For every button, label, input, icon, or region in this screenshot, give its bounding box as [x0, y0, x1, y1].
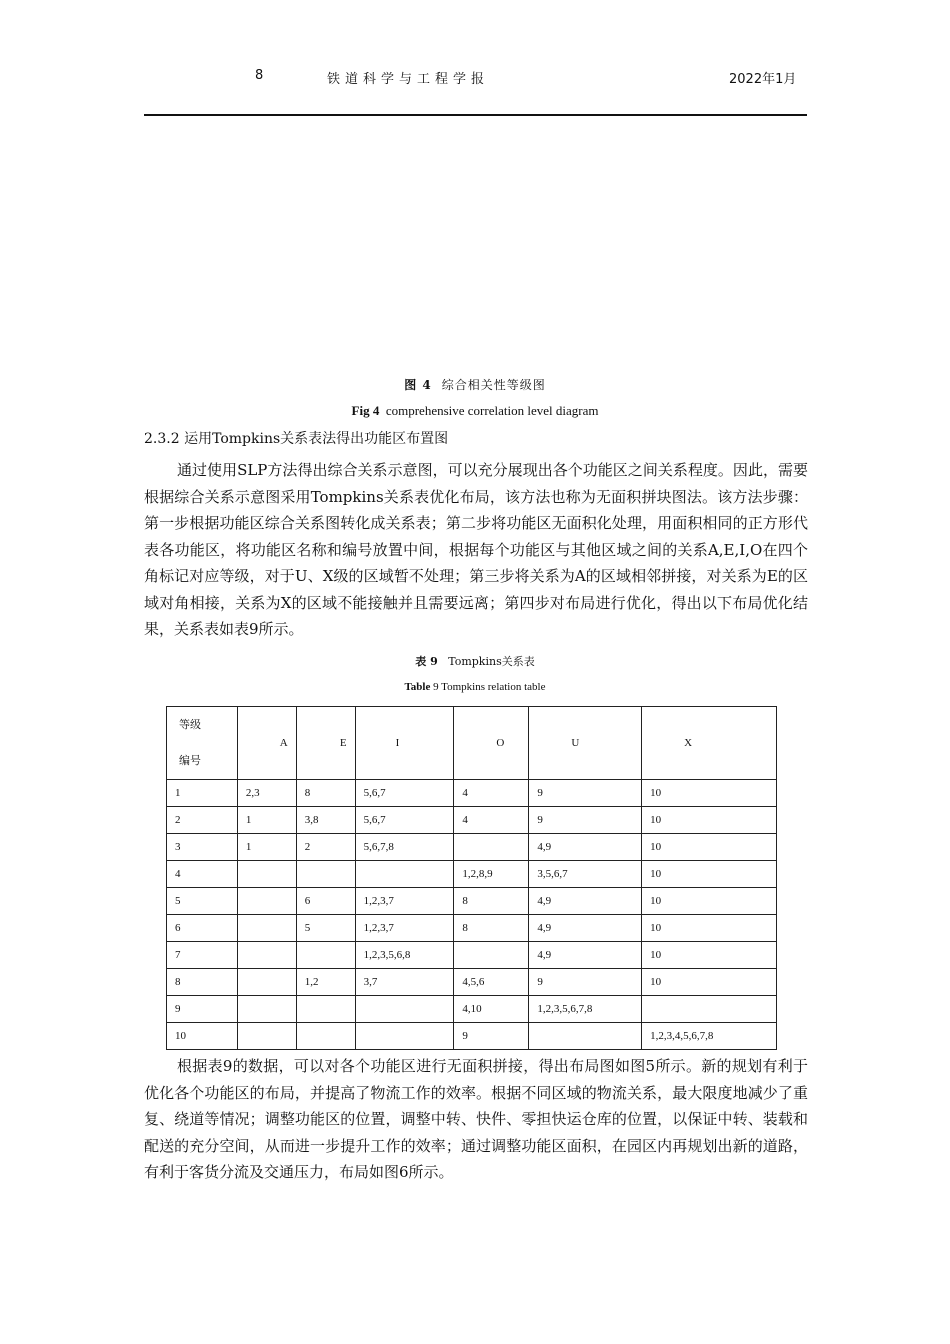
- relation-cell-I: 5,6,7: [355, 780, 454, 807]
- relation-cell-I: 1,2,3,5,6,8: [355, 942, 454, 969]
- relation-cell-I: [355, 996, 454, 1023]
- relation-cell-E: 6: [296, 888, 355, 915]
- relation-cell-U: 4,9: [529, 834, 642, 861]
- relation-cell-U: 1,2,3,5,6,7,8: [529, 996, 642, 1023]
- row-id-cell: 5: [167, 888, 238, 915]
- relation-cell-E: [296, 996, 355, 1023]
- relation-cell-U: 3,5,6,7: [529, 861, 642, 888]
- table-corner-cell: [167, 707, 238, 780]
- relation-cell-E: 3,8: [296, 807, 355, 834]
- row-id-cell: 9: [167, 996, 238, 1023]
- relation-cell-X: 10: [642, 915, 777, 942]
- relation-cell-A: [237, 888, 296, 915]
- relation-cell-E: 2: [296, 834, 355, 861]
- relation-cell-E: [296, 861, 355, 888]
- relation-cell-O: [454, 942, 529, 969]
- relation-cell-O: 4: [454, 807, 529, 834]
- table-row: [167, 996, 777, 1023]
- figure-label-en: Fig 4: [351, 403, 380, 418]
- body-paragraph-2: 根据表9的数据，可以对各个功能区进行无面积拼接，得出布局图如图5所示。新的规划有利于优化各个功能区的布局，并提高了物流工作的效率。根据不同区域的物流关系，最大限度地减少了重复、绕道等情况；调整功能区的位置，调整中转、快件、零担快运仓库的位置，以保证中转、装载和配送的充分空间，从而进一步提升工作的效率；通过调整功能区面积，在园区内再规划出新的道路，有利于客货分流及交通压力，布局如图6所示。: [144, 1057, 808, 1181]
- table-caption-cn: [0, 653, 950, 669]
- table-row: [167, 969, 777, 996]
- relation-cell-X: 10: [642, 807, 777, 834]
- table-row: [167, 780, 777, 807]
- relation-cell-O: 1,2,8,9: [454, 861, 529, 888]
- relation-cell-U: 9: [529, 969, 642, 996]
- row-id-cell: 1: [167, 780, 238, 807]
- tompkins-relation-table: [166, 706, 777, 1050]
- relation-cell-A: [237, 942, 296, 969]
- relation-cell-A: [237, 1023, 296, 1050]
- relation-cell-A: 1: [237, 834, 296, 861]
- relation-cell-E: [296, 1023, 355, 1050]
- relation-cell-O: [454, 834, 529, 861]
- column-header-E: E: [296, 707, 355, 780]
- row-id-cell: 8: [167, 969, 238, 996]
- table-label-en: Table: [404, 681, 431, 693]
- page-number: 8: [255, 68, 264, 83]
- table-row: [167, 888, 777, 915]
- column-header-I: I: [355, 707, 454, 780]
- relation-cell-A: [237, 861, 296, 888]
- table-header-row: [167, 707, 777, 780]
- relation-cell-A: [237, 969, 296, 996]
- relation-cell-U: 4,9: [529, 942, 642, 969]
- relation-cell-X: 1,2,3,4,5,6,7,8: [642, 1023, 777, 1050]
- relation-cell-I: 5,6,7: [355, 807, 454, 834]
- row-id-cell: 7: [167, 942, 238, 969]
- issue-date: 2022年1月: [729, 72, 797, 87]
- column-header-A: A: [237, 707, 296, 780]
- figure-caption-cn-text: 综合相关性等级图: [441, 378, 546, 392]
- table-row: [167, 915, 777, 942]
- table-caption-en: [0, 681, 950, 693]
- figure-caption-cn: [0, 376, 950, 393]
- column-header-O: O: [454, 707, 529, 780]
- table-label-cn: 表 9: [415, 655, 438, 668]
- header-rule: [144, 114, 807, 116]
- relation-cell-I: [355, 861, 454, 888]
- relation-cell-I: 1,2,3,7: [355, 915, 454, 942]
- journal-title: 铁道科学与工程学报: [327, 72, 490, 87]
- relation-cell-A: 1: [237, 807, 296, 834]
- table-row: [167, 834, 777, 861]
- relation-cell-E: 5: [296, 915, 355, 942]
- relation-cell-X: [642, 996, 777, 1023]
- row-id-cell: 10: [167, 1023, 238, 1050]
- relation-cell-X: 10: [642, 780, 777, 807]
- figure-caption-en-text: comprehensive correlation level diagram: [385, 403, 599, 418]
- relation-cell-O: 4: [454, 780, 529, 807]
- relation-cell-O: 9: [454, 1023, 529, 1050]
- relation-cell-X: 10: [642, 888, 777, 915]
- table-row: [167, 861, 777, 888]
- relation-cell-U: 4,9: [529, 915, 642, 942]
- relation-cell-I: [355, 1023, 454, 1050]
- corner-id-label: 编号: [179, 755, 201, 767]
- relation-cell-A: 2,3: [237, 780, 296, 807]
- relation-cell-E: [296, 942, 355, 969]
- relation-cell-X: 10: [642, 942, 777, 969]
- table-caption-cn-text: Tompkins关系表: [448, 655, 535, 668]
- table-row: [167, 942, 777, 969]
- relation-cell-U: [529, 1023, 642, 1050]
- row-id-cell: 3: [167, 834, 238, 861]
- relation-cell-I: 1,2,3,7: [355, 888, 454, 915]
- relation-cell-E: 1,2: [296, 969, 355, 996]
- relation-cell-O: 8: [454, 888, 529, 915]
- relation-cell-X: 10: [642, 969, 777, 996]
- row-id-cell: 6: [167, 915, 238, 942]
- column-header-U: U: [529, 707, 642, 780]
- row-id-cell: 4: [167, 861, 238, 888]
- section-heading: 2.3.2 运用Tompkins关系表法得出功能区布置图: [144, 431, 449, 447]
- relation-cell-U: 4,9: [529, 888, 642, 915]
- relation-cell-I: 5,6,7,8: [355, 834, 454, 861]
- figure-caption-en: [0, 403, 950, 419]
- relation-cell-O: 4,5,6: [454, 969, 529, 996]
- relation-cell-O: 4,10: [454, 996, 529, 1023]
- relation-cell-X: 10: [642, 861, 777, 888]
- relation-cell-A: [237, 996, 296, 1023]
- relation-cell-I: 3,7: [355, 969, 454, 996]
- relation-cell-A: [237, 915, 296, 942]
- relation-cell-U: 9: [529, 807, 642, 834]
- table-row: [167, 1023, 777, 1050]
- body-paragraph-1: 通过使用SLP方法得出综合关系示意图，可以充分展现出各个功能区之间关系程度。因此，需要根据综合关系示意图采用Tompkins关系表优化布局，该方法也称为无面积拼块图法。该方法步骤：第一步根据功能区综合关系图转化成关系表；第二步将功能区无面积化处理，用面积相同的正方形代表各功能区，将功能区名称和编号放置中间，根据每个功能区与其他区域之间的关系A,E,I,O在四个角标记对应等级，对于U、X级的区域暂不处理；第三步将关系为A的区域相邻拼接，对关系为E的区域对角相接，关系为X的区域不能接触并且需要远离；第四步对布局进行优化，得出以下布局优化结果，关系表如表9所示。: [144, 461, 808, 638]
- figure-label-cn: 图 4: [404, 378, 432, 392]
- relation-cell-U: 9: [529, 780, 642, 807]
- table-row: [167, 807, 777, 834]
- relation-cell-X: 10: [642, 834, 777, 861]
- column-header-X: X: [642, 707, 777, 780]
- relation-cell-O: 8: [454, 915, 529, 942]
- table-caption-en-text: 9 Tompkins relation table: [433, 681, 546, 693]
- relation-cell-E: 8: [296, 780, 355, 807]
- corner-grade-label: 等级: [179, 719, 201, 731]
- row-id-cell: 2: [167, 807, 238, 834]
